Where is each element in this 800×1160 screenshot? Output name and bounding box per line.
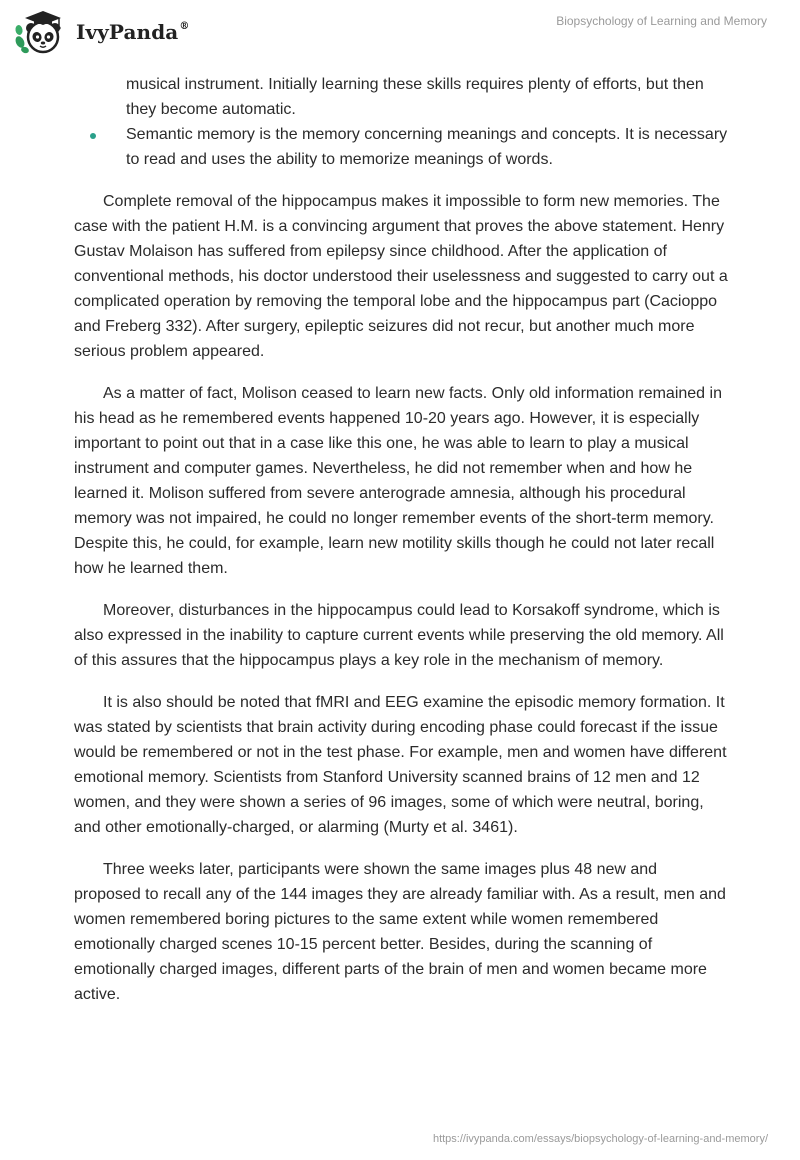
bullet-list [74, 72, 728, 172]
article-body [74, 72, 728, 1024]
source-url[interactable]: https://ivypanda.com/essays/biopsychology-of-learning-and-memory/ [432, 1133, 768, 1145]
bullet-marker-icon [90, 133, 96, 139]
list-item-text: Semantic memory is the memory concerning meanings and concepts. It is necessary to read and uses the ability to memorize meanings of words. [126, 126, 728, 168]
paragraph: Three weeks later, participants were shown the same images plus 48 new and proposed to recall any of the 144 images they are already familiar with. As a result, men and women remembered boring pictures to the same extent while women remembered emotionally charged scenes 10-15 percent better. Besides, during the scanning of emotionally charged images, different parts of the brain of men and women became more active. [74, 861, 726, 1003]
brand-name: IvyPanda® [76, 20, 190, 44]
panda-graduate-icon [14, 8, 70, 56]
list-item [74, 122, 728, 172]
paragraph: Complete removal of the hippocampus makes it impossible to form new memories. The case with the patient H.M. is a convincing argument that proves the above statement. Henry Gustav Molaison has suffered from epilepsy since childhood. After the application of conventional methods, his doctor understood their uselessness and suggested to carry out a complicated operation by removing the temporal lobe and the hippocampus part (Cacioppo and Freberg 332). After surgery, epileptic seizures did not recur, but another much more serious problem appeared. [74, 193, 728, 360]
ivypanda-logo[interactable] [14, 8, 189, 56]
document-title: Biopsychology of Learning and Memory [556, 14, 767, 28]
list-item [74, 72, 728, 122]
paragraph: Moreover, disturbances in the hippocampus could lead to Korsakoff syndrome, which is also expressed in the inability to capture current events while preserving the old memory. All of this assures that the hippocampus plays a key role in the mechanism of memory. [74, 602, 724, 669]
page-header [0, 0, 800, 64]
paragraph: It is also should be noted that fMRI and EEG examine the episodic memory formation. It was stated by scientists that brain activity during encoding phase could forecast if the issue would be remembered or not in the test phase. For example, men and women have different emotional memory. Scientists from Stanford University scanned brains of 12 men and 12 women, and they were shown a series of 96 images, some of which were neutral, boring, and other emotionally-charged, or alarming (Murty et al. 3461). [74, 694, 727, 836]
list-item-text: musical instrument. Initially learning these skills requires plenty of efforts, but then they become automatic. [126, 76, 704, 118]
paragraph: As a matter of fact, Molison ceased to learn new facts. Only old information remained in his head as he remembered events happened 10-20 years ago. However, it is especially important to point out that in a case like this one, he was able to learn to play a musical instrument and computer games. Nevertheless, he did not remember when and how he learned it. Molison suffered from severe anterograde amnesia, although his procedural memory was not impaired, he could no longer remember events of the short-term memory. Despite this, he could, for example, learn new motility skills though he could not later recall how he learned them. [74, 385, 722, 577]
